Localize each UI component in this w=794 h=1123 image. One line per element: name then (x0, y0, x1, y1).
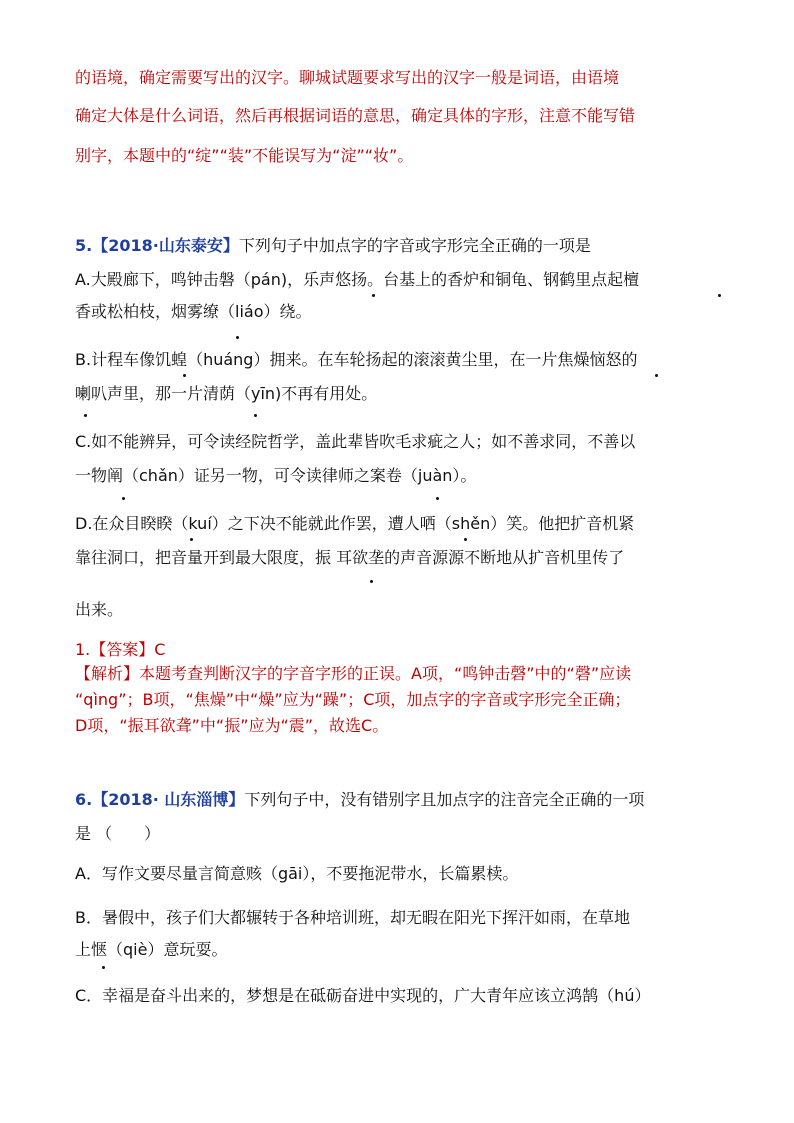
emphasis-dot (102, 966, 105, 969)
option-d-line-3: 出来。 (75, 600, 124, 619)
question-source: 【2018· 山东淄博】 (92, 790, 245, 809)
emphasis-dot (718, 294, 721, 297)
question-number: 5. (75, 236, 93, 255)
option-b-line-1: B.计程车像饥蝗（huáng）拥来。在车轮扬起的滚滚黄尘里，在一片焦燥恼怒的 (75, 350, 638, 369)
explanation-line-1: 【解析】本题考查判断汉字的字音字形的正误。A项，“鸣钟击磬”中的“磬”应读 (75, 664, 632, 683)
option-c-line-1: C.如不能辨异，可令读经院哲学，盖此辈皆吹毛求疵之人；如不善求同，不善以 (75, 432, 636, 451)
emphasis-dot (436, 497, 439, 500)
option-c-line-1: C．幸福是奋斗出来的，梦想是在砥砺奋进中实现的，广大青年应该立鸿鹄（hú） (75, 986, 651, 1005)
emphasis-dot (122, 497, 125, 500)
option-a-line-2: 香或松柏枝，烟雾缭（liáo）绕。 (75, 302, 312, 321)
emphasis-dot (655, 374, 658, 377)
intro-line-3: 别字，本题中的“绽”“装”不能误写为“淀”“妆”。 (75, 146, 414, 165)
question-6-stem-line-2: 是 （ ） (75, 824, 161, 843)
emphasis-dot (190, 538, 193, 541)
emphasis-dot (183, 374, 186, 377)
explanation-line-2: “qìng”；B项，“焦燥”中“燥”应为“躁”；C项，加点字的字音或字形完全正确； (75, 690, 631, 709)
question-number: 6. (75, 790, 93, 809)
emphasis-dot (84, 414, 87, 417)
option-c-line-2: 一物阐（chǎn）证另一物，可令读律师之案卷（juàn）。 (75, 466, 477, 485)
option-a-line-1: A.大殿廊下，鸣钟击磐（pán)，乐声悠扬。台基上的香炉和铜龟、钢鹤里点起檀 (75, 270, 640, 289)
intro-line-1: 的语境，确定需要写出的汉字。聊城试题要求写出的汉字一般是词语，由语境 (75, 68, 620, 87)
emphasis-dot (236, 336, 239, 339)
explanation-line-3: D项，“振耳欲聋”中“振”应为“震”，故选C。 (75, 716, 389, 735)
emphasis-dot (370, 580, 373, 583)
option-d-line-1: D.在众目睽睽（kuí）之下决不能就此作罢，遭人哂（shěn）笑。他把扩音机紧 (75, 514, 635, 533)
intro-line-2: 确定大体是什么词语，然后再根据词语的意思，确定具体的字形，注意不能写错 (75, 106, 636, 125)
emphasis-dot (254, 414, 257, 417)
question-stem: 下列句子中加点字的字音或字形完全正确的一项是 (238, 236, 591, 255)
question-6-heading (75, 790, 644, 810)
option-b-line-1: B．暑假中，孩子们大都辗转于各种培训班，却无暇在阳光下挥汗如雨，在草地 (75, 908, 630, 927)
option-b-line-2: 上惬（qiè）意玩耍。 (75, 940, 228, 959)
answer-label: 1.【答案】C (75, 640, 166, 659)
question-5-heading (75, 236, 591, 256)
emphasis-dot (372, 294, 375, 297)
option-a-line-1: A．写作文要尽量言简意赅（gāi），不要拖泥带水，长篇累椟。 (75, 864, 519, 883)
question-source: 【2018·山东泰安】 (92, 236, 239, 255)
option-b-line-2: 喇叭声里，那一片清荫（yīn)不再有用处。 (75, 384, 378, 403)
option-d-line-2: 靠往洞口，把音量开到最大限度，振 耳欲垄的声音源源不断地从扩音机里传了 (75, 548, 625, 567)
question-stem: 下列句子中，没有错别字且加点字的注音完全正确的一项 (244, 790, 645, 809)
emphasis-dot (464, 538, 467, 541)
